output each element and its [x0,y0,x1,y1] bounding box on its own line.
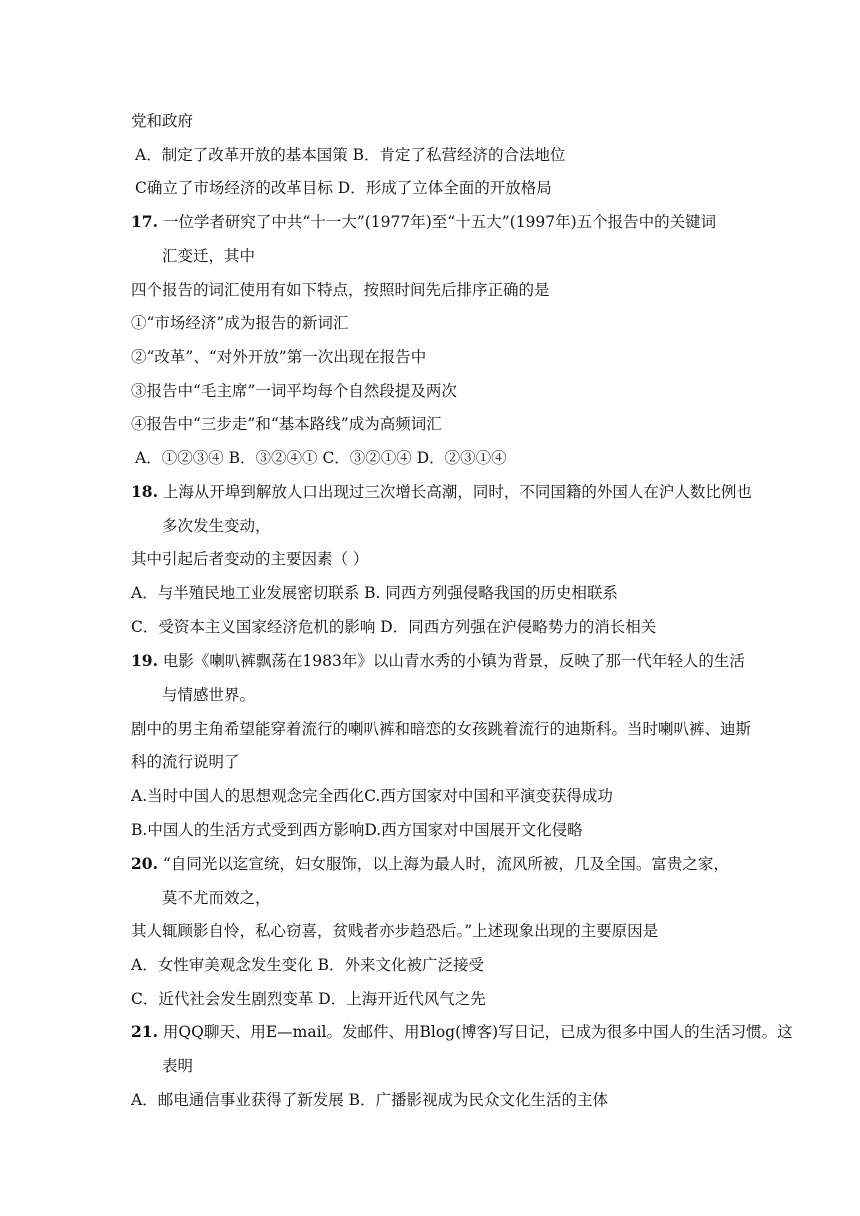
question-17 [131,212,716,232]
text-line: 剧中的男主角希望能穿着流行的喇叭裤和暗恋的女孩跳着流行的迪斯科。当时喇叭裤、迪斯 [131,720,752,738]
question-21 [131,1022,793,1042]
option-line: A．①②③④ B．③②④① C．③②①④ D．②③①④ [135,449,507,467]
option-line: C．受资本主义国家经济危机的影响 D．同西方列强在沪侵略势力的消长相关 [131,618,657,636]
text-line: 汇变迁，其中 [162,247,256,265]
question-number: 19. [131,651,158,670]
text-line: ③报告中“毛主席”一词平均每个自然段提及两次 [131,382,457,400]
text-line: 四个报告的词汇使用有如下特点，按照时间先后排序正确的是 [131,281,550,299]
question-number: 18. [131,482,158,501]
text-line: ②“改革”、“对外开放”第一次出现在报告中 [131,348,427,366]
text-line: 莫不尤而效之， [162,889,271,907]
question-number: 21. [131,1022,158,1041]
text-line: ④报告中“三步走”和“基本路线”成为高频词汇 [131,415,442,433]
question-number: 17. [131,212,158,231]
question-text: 用QQ聊天、用E—mail。发邮件、用Blog(博客)写日记，已成为很多中国人的生活习惯。这 [162,1023,793,1041]
text-line: 其中引起后者变动的主要因素（ ） [131,550,369,568]
text-line: 科的流行说明了 [131,753,240,771]
question-text: 上海从开埠到解放人口出现过三次增长高潮，同时，不同国籍的外国人在沪人数比例也 [162,483,752,501]
question-19 [131,651,745,671]
question-text: 一位学者研究了中共“十一大”(1977年)至“十五大”(1997年)五个报告中的关键词 [162,213,717,231]
text-line: ①“市场经济”成为报告的新词汇 [131,314,349,332]
question-18 [131,482,752,502]
text-line: 表明 [162,1057,194,1075]
option-line: C．近代社会发生剧烈变革 D．上海开近代风气之先 [131,990,486,1008]
option-line: A．与半殖民地工业发展密切联系 B. 同西方列强侵略我国的历史相联系 [131,584,618,602]
question-text: 电影《喇叭裤飘荡在1983年》以山青水秀的小镇为背景，反映了那一代年轻人的生活 [162,652,745,670]
option-line: A.当时中国人的思想观念完全西化C.西方国家对中国和平演变获得成功 [131,787,613,805]
question-text: “自同光以迄宣统，妇女服饰，以上海为最人时，流风所被，几及全国。富贵之家， [162,855,729,873]
text-line: 多次发生变动， [162,517,271,535]
question-20 [131,854,729,874]
question-number: 20. [131,854,158,873]
text-line: 其人辄顾影自怜，私心窃喜，贫贱者亦步趋恐后。”上述现象出现的主要原因是 [131,922,659,940]
option-line: A．制定了改革开放的基本国策 B．肯定了私营经济的合法地位 [135,146,566,164]
option-line: A．邮电通信事业获得了新发展 B．广播影视成为民众文化生活的主体 [131,1091,609,1109]
text-line: 党和政府 [131,112,194,130]
text-line: 与情感世界。 [162,686,256,704]
option-line: C确立了市场经济的改革目标 D．形成了立体全面的开放格局 [135,179,552,197]
option-line: A．女性审美观念发生变化 B．外来文化被广泛接受 [131,956,485,974]
option-line: B.中国人的生活方式受到西方影响D.西方国家对中国展开文化侵略 [131,821,583,839]
